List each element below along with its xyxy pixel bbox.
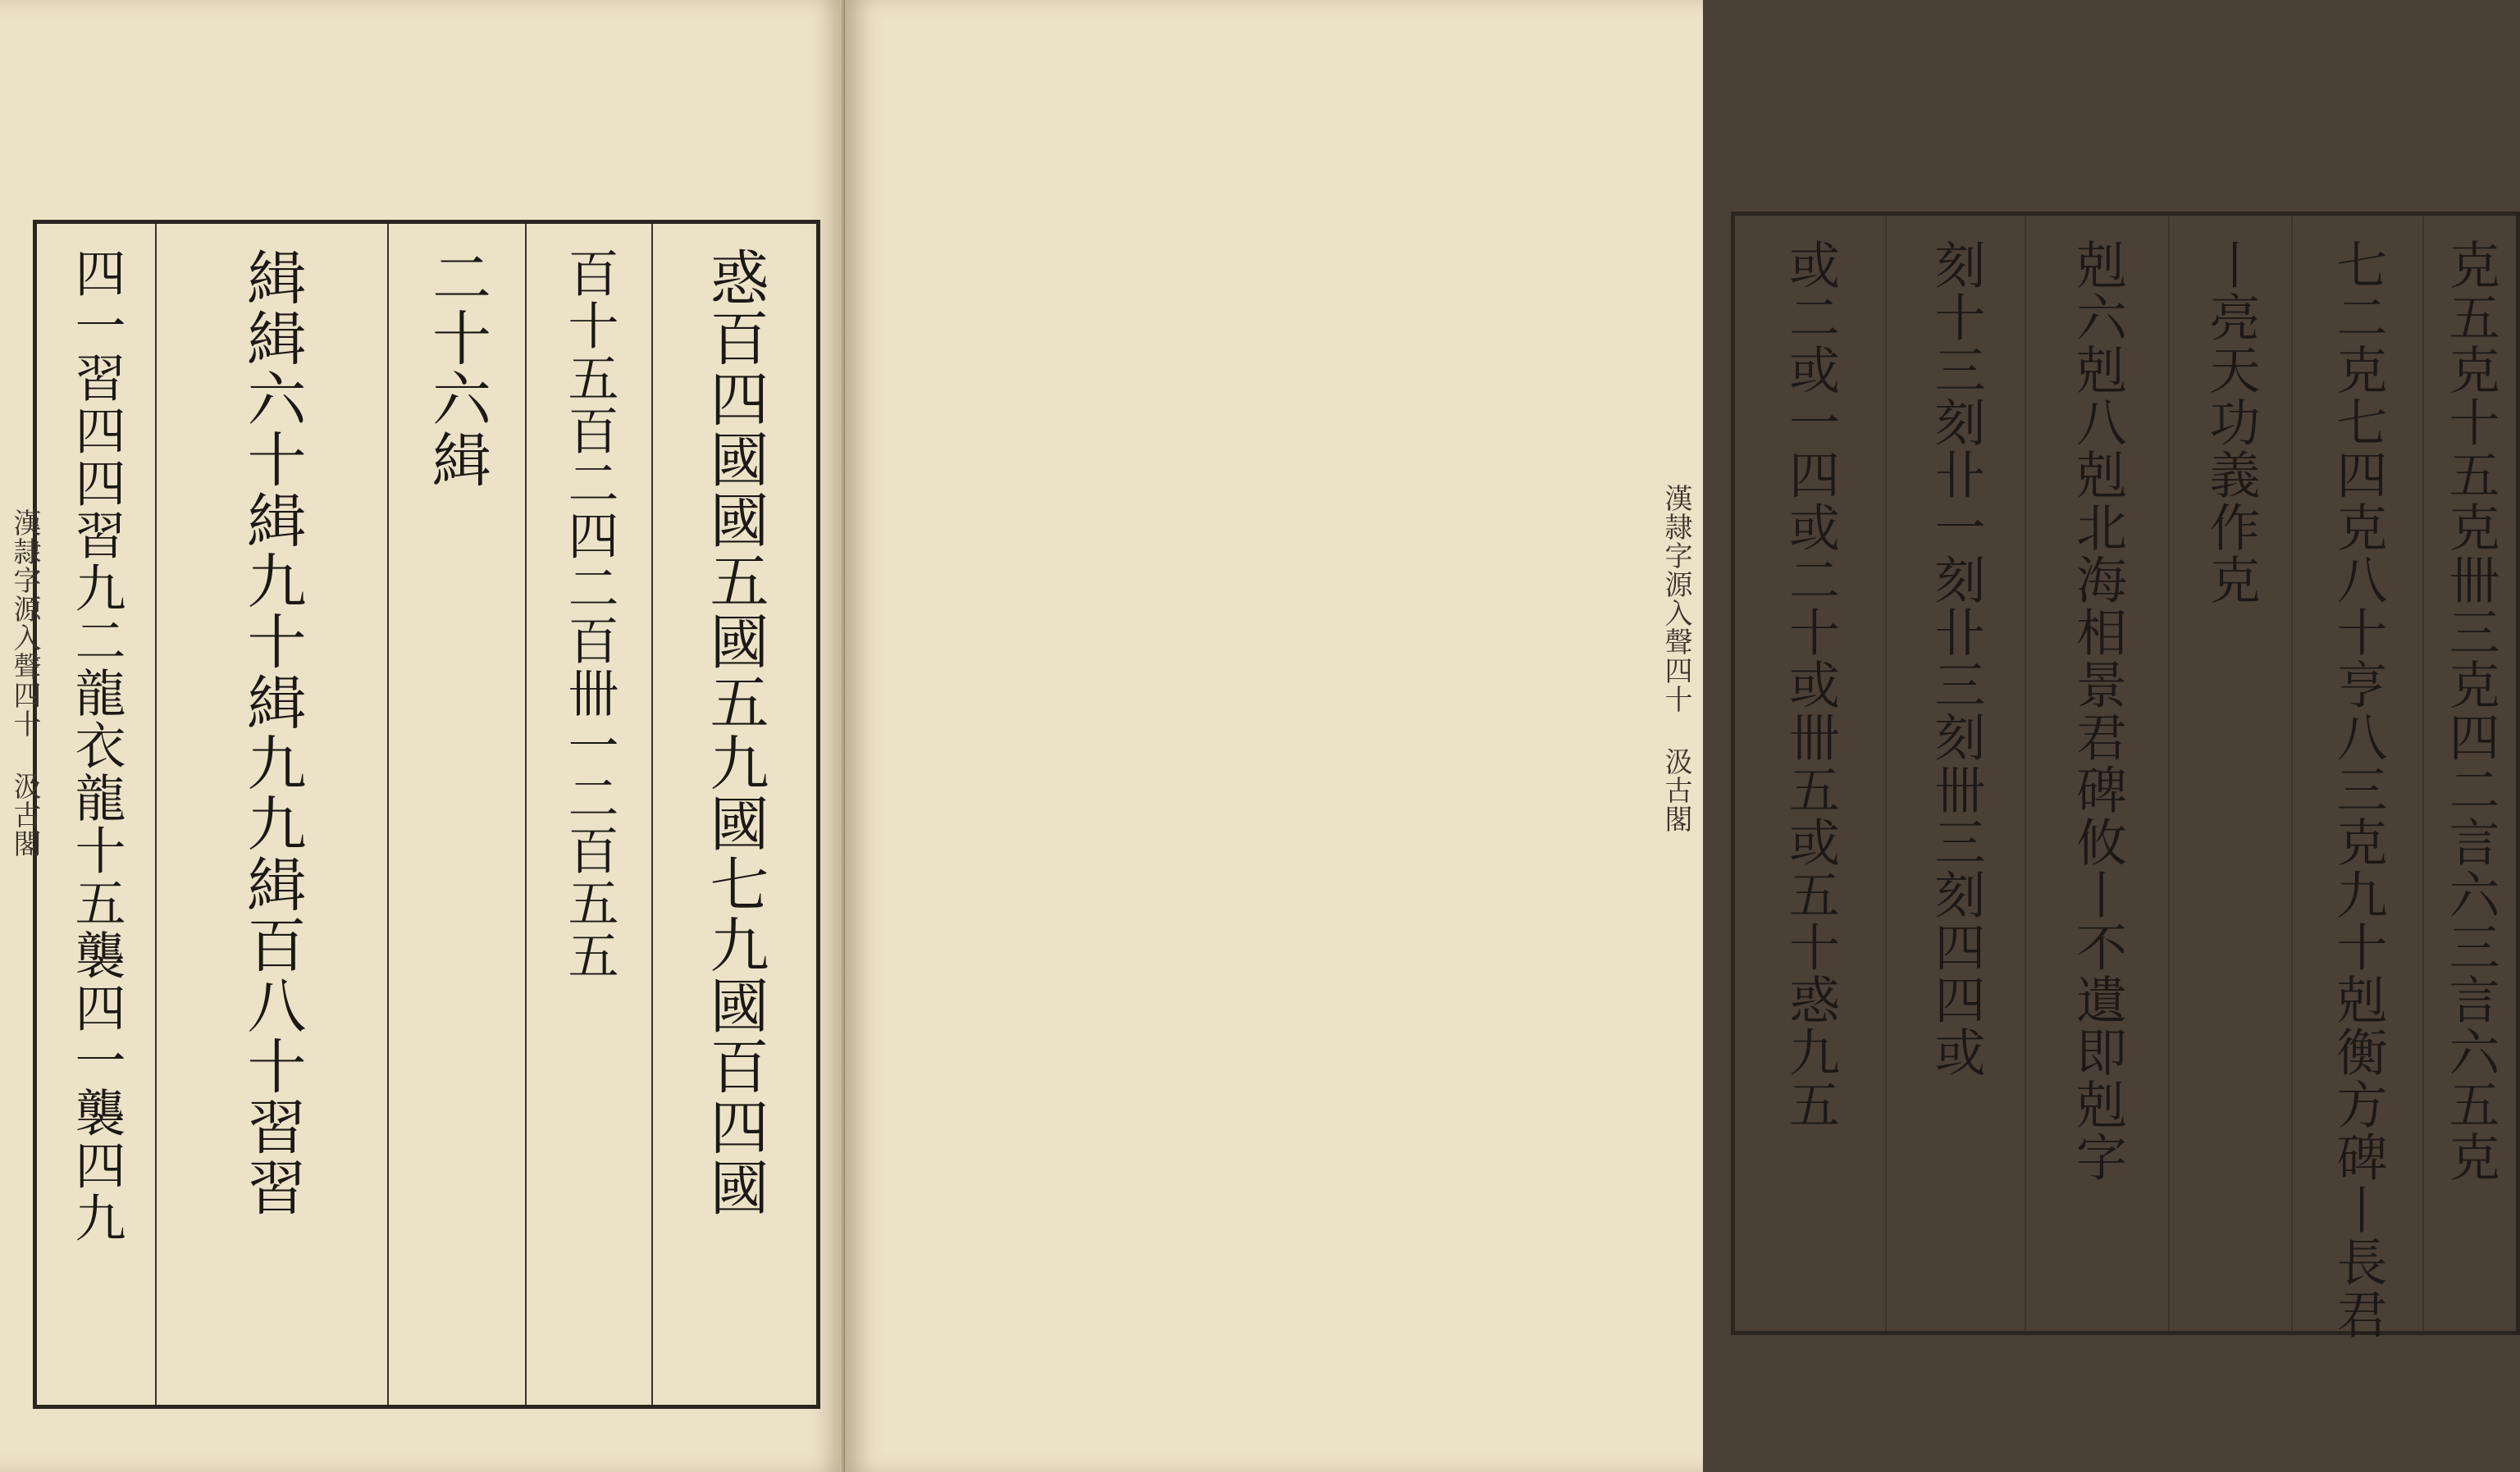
column-text: 四一習四四習九二龍衣龍十五襲四一襲四九	[66, 247, 126, 1244]
right-column-2	[1887, 216, 2026, 1331]
left-column-4	[527, 224, 653, 1405]
left-column-5	[653, 224, 816, 1405]
left-page	[0, 0, 845, 1472]
column-text: 緝緝六十緝九十緝九九緝百八十習習	[237, 247, 307, 1218]
right-page-frame	[1731, 212, 2520, 1341]
column-text: 剋六剋八剋北海相景君碑攸丨不遺即剋字	[2067, 239, 2128, 1183]
right-column-1	[1735, 216, 1887, 1331]
left-margin-note: 漢隷字源入聲四十 汲古閣	[8, 508, 41, 858]
column-text: 或二或一四或二十或卌五或五十惑九五	[1780, 239, 1841, 1131]
column-text: 七二克七四克八十亨八三克九十剋衡方碑丨長君	[2328, 239, 2388, 1341]
right-column-4	[2170, 216, 2293, 1331]
left-page-frame	[33, 220, 820, 1409]
right-page	[845, 0, 2500, 1472]
column-text: 克五克十五克卌三克四二言六三言六五克	[2440, 239, 2500, 1183]
column-text: 百十五百二四二百卌一二百五五	[559, 247, 619, 982]
column-text: 二十六緝	[422, 247, 491, 490]
column-text: 刻十三刻卝一刻卝三刻卌三刻四四或	[1926, 239, 1986, 1078]
column-text: 惑百四國國五國五九國七九國百四國	[700, 247, 769, 1218]
column-text: 丨亮天功義作克	[2201, 239, 2261, 606]
left-column-1	[37, 224, 157, 1405]
right-column-5	[2293, 216, 2424, 1341]
right-margin-note: 漢隷字源入聲四十 汲古閣	[1659, 484, 1692, 833]
left-column-2	[157, 224, 389, 1405]
right-column-6	[2424, 216, 2516, 1331]
left-column-3	[389, 224, 527, 1405]
right-column-3	[2026, 216, 2170, 1331]
